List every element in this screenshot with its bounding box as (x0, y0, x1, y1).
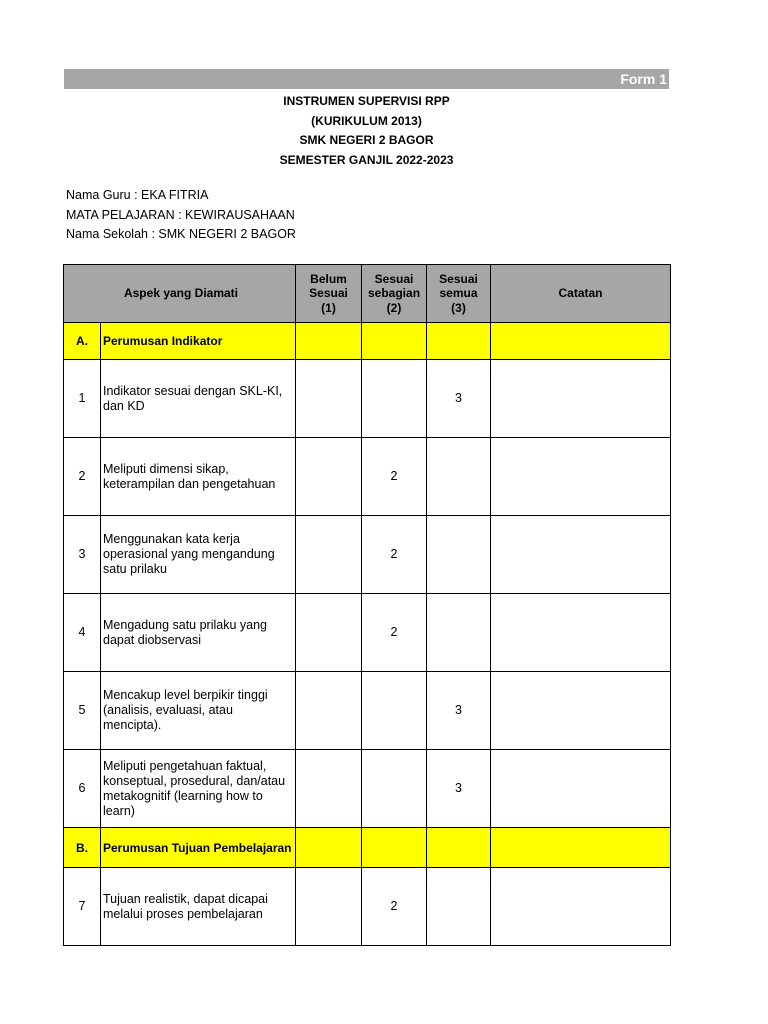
table-row (64, 360, 671, 438)
item-number: 1 (64, 360, 101, 438)
title-line: (KURIKULUM 2013) (311, 113, 422, 128)
table-row (64, 516, 671, 594)
score-sesuai-semua: 3 (427, 672, 491, 750)
item-number: 5 (64, 672, 101, 750)
item-number: 6 (64, 750, 101, 828)
score-belum-sesuai (296, 868, 362, 946)
section-row-a (64, 323, 671, 360)
score-sesuai-sebagian (362, 672, 427, 750)
section-row-b (64, 828, 671, 868)
item-note (491, 750, 671, 828)
item-number: 3 (64, 516, 101, 594)
title-line: SMK NEGERI 2 BAGOR (299, 133, 434, 147)
table-row (64, 868, 671, 946)
teacher-name: Nama Guru : EKA FITRIA (66, 188, 209, 202)
form-label-bar (64, 69, 669, 89)
table-row (64, 438, 671, 516)
header-sesuai-semua: Sesuai semua (3) (427, 265, 491, 323)
item-description: Mencakup level berpikir tinggi (analisis, evaluasi, atau mencipta). (101, 672, 296, 750)
item-description: Mengadung satu prilaku yang dapat diobservasi (101, 594, 296, 672)
score-belum-sesuai (296, 360, 362, 438)
header-sesuai-sebagian: Sesuai sebagian (2) (362, 265, 427, 323)
score-sesuai-semua (427, 868, 491, 946)
supervision-table (63, 264, 671, 946)
header-aspect: Aspek yang Diamati (64, 265, 296, 323)
header-belum-sesuai: Belum Sesuai (1) (296, 265, 362, 323)
teacher-info (66, 186, 296, 245)
school-name: Nama Sekolah : SMK NEGERI 2 BAGOR (66, 227, 296, 241)
score-belum-sesuai (296, 750, 362, 828)
header-catatan: Catatan (491, 265, 671, 323)
score-sesuai-sebagian: 2 (362, 438, 427, 516)
score-belum-sesuai (296, 672, 362, 750)
score-sesuai-semua: 3 (427, 360, 491, 438)
score-sesuai-semua: 3 (427, 750, 491, 828)
score-sesuai-sebagian: 2 (362, 868, 427, 946)
title-line: INSTRUMEN SUPERVISI RPP (283, 94, 450, 108)
item-note (491, 438, 671, 516)
score-belum-sesuai (296, 516, 362, 594)
score-sesuai-sebagian: 2 (362, 516, 427, 594)
item-note (491, 516, 671, 594)
score-sesuai-semua (427, 516, 491, 594)
document-title-block (64, 92, 669, 170)
score-belum-sesuai (296, 594, 362, 672)
table-header-row (64, 265, 671, 323)
score-sesuai-sebagian (362, 750, 427, 828)
section-letter: B. (64, 828, 101, 868)
item-note (491, 594, 671, 672)
table-row (64, 672, 671, 750)
table-row (64, 594, 671, 672)
title-line: SEMESTER GANJIL 2022-2023 (279, 152, 454, 167)
section-title: Perumusan Indikator (101, 323, 296, 360)
item-number: 2 (64, 438, 101, 516)
form-label: Form 1 (620, 71, 667, 87)
score-belum-sesuai (296, 438, 362, 516)
item-note (491, 360, 671, 438)
score-sesuai-sebagian: 2 (362, 594, 427, 672)
section-title: Perumusan Tujuan Pembelajaran (101, 828, 296, 868)
score-sesuai-sebagian (362, 360, 427, 438)
item-note (491, 672, 671, 750)
section-letter: A. (64, 323, 101, 360)
item-description: Indikator sesuai dengan SKL-KI, dan KD (101, 360, 296, 438)
item-description: Meliputi pengetahuan faktual, konseptual, prosedural, dan/atau metakognitif (learning how to learn) (101, 750, 296, 828)
subject-name: MATA PELAJARAN : KEWIRAUSAHAAN (66, 207, 295, 222)
item-description: Tujuan realistik, dapat dicapai melalui proses pembelajaran (101, 868, 296, 946)
item-number: 7 (64, 868, 101, 946)
item-number: 4 (64, 594, 101, 672)
item-description: Menggunakan kata kerja operasional yang mengandung satu prilaku (101, 516, 296, 594)
item-note (491, 868, 671, 946)
table-row (64, 750, 671, 828)
score-sesuai-semua (427, 594, 491, 672)
score-sesuai-semua (427, 438, 491, 516)
item-description: Meliputi dimensi sikap, keterampilan dan pengetahuan (101, 438, 296, 516)
